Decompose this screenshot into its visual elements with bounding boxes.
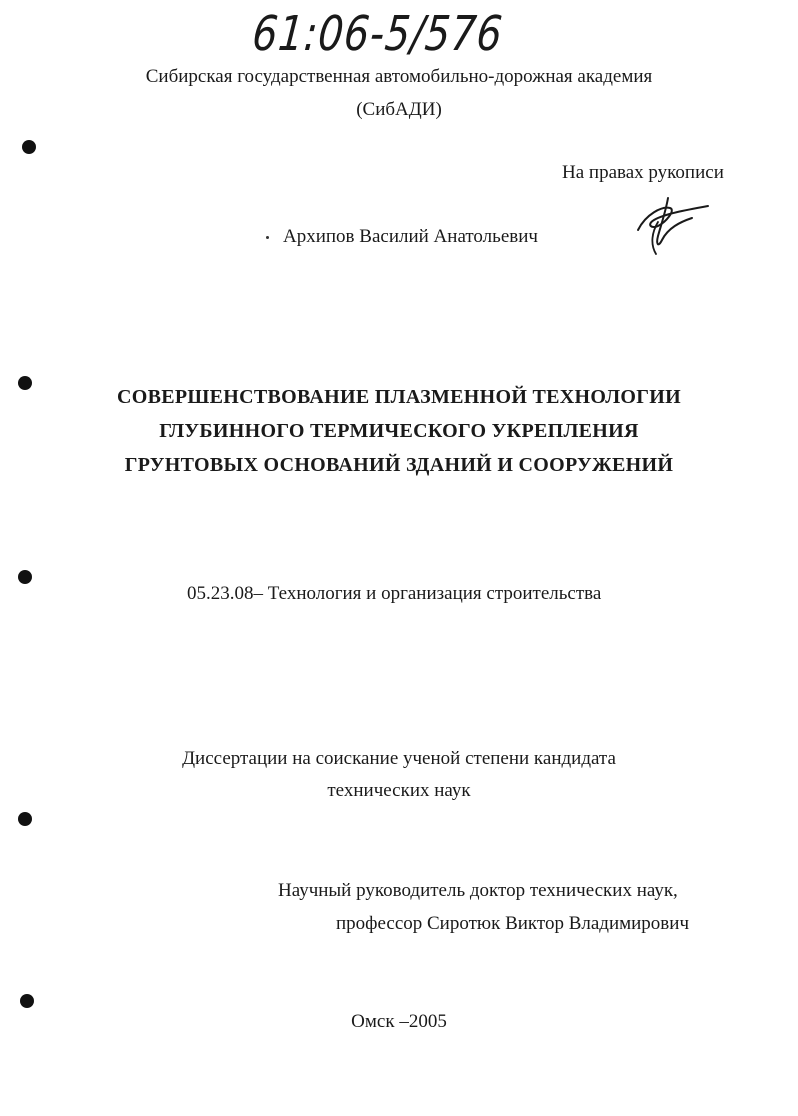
degree-line-1: Диссертации на соискание ученой степени кандидата bbox=[182, 748, 616, 769]
supervisor-line-1: Научный руководитель доктор технических наук, bbox=[278, 880, 678, 901]
degree-line-2: технических наук bbox=[327, 780, 471, 801]
scan-speck bbox=[266, 236, 269, 239]
punch-hole-icon bbox=[18, 570, 32, 584]
supervisor-line-2: профессор Сиротюк Виктор Владимирович bbox=[336, 913, 690, 934]
dissertation-title bbox=[0, 380, 798, 482]
specialty-code: 05.23.08– Технология и организация строительства bbox=[187, 583, 602, 604]
title-line: СОВЕРШЕНСТВОВАНИЕ ПЛАЗМЕННОЙ ТЕХНОЛОГИИ bbox=[116, 386, 682, 408]
institution-abbreviation: (СибАДИ) bbox=[356, 99, 442, 120]
author-name: Архипов Василий Анатольевич bbox=[283, 226, 538, 247]
punch-hole-icon bbox=[18, 812, 32, 826]
rights-note: На правах рукописи bbox=[562, 162, 724, 183]
title-line: ГРУНТОВЫХ ОСНОВАНИЙ ЗДАНИЙ И СООРУЖЕНИЙ bbox=[124, 454, 674, 476]
punch-hole-icon bbox=[22, 140, 36, 154]
handwritten-archive-number: 61:06-5/576 bbox=[250, 6, 506, 62]
place-year: Омск –2005 bbox=[351, 1011, 447, 1032]
punch-hole-icon bbox=[20, 994, 34, 1008]
signature-icon bbox=[628, 192, 712, 256]
title-line: ГЛУБИННОГО ТЕРМИЧЕСКОГО УКРЕПЛЕНИЯ bbox=[159, 420, 639, 442]
institution-name: Сибирская государственная автомобильно-дорожная академия bbox=[145, 66, 653, 87]
